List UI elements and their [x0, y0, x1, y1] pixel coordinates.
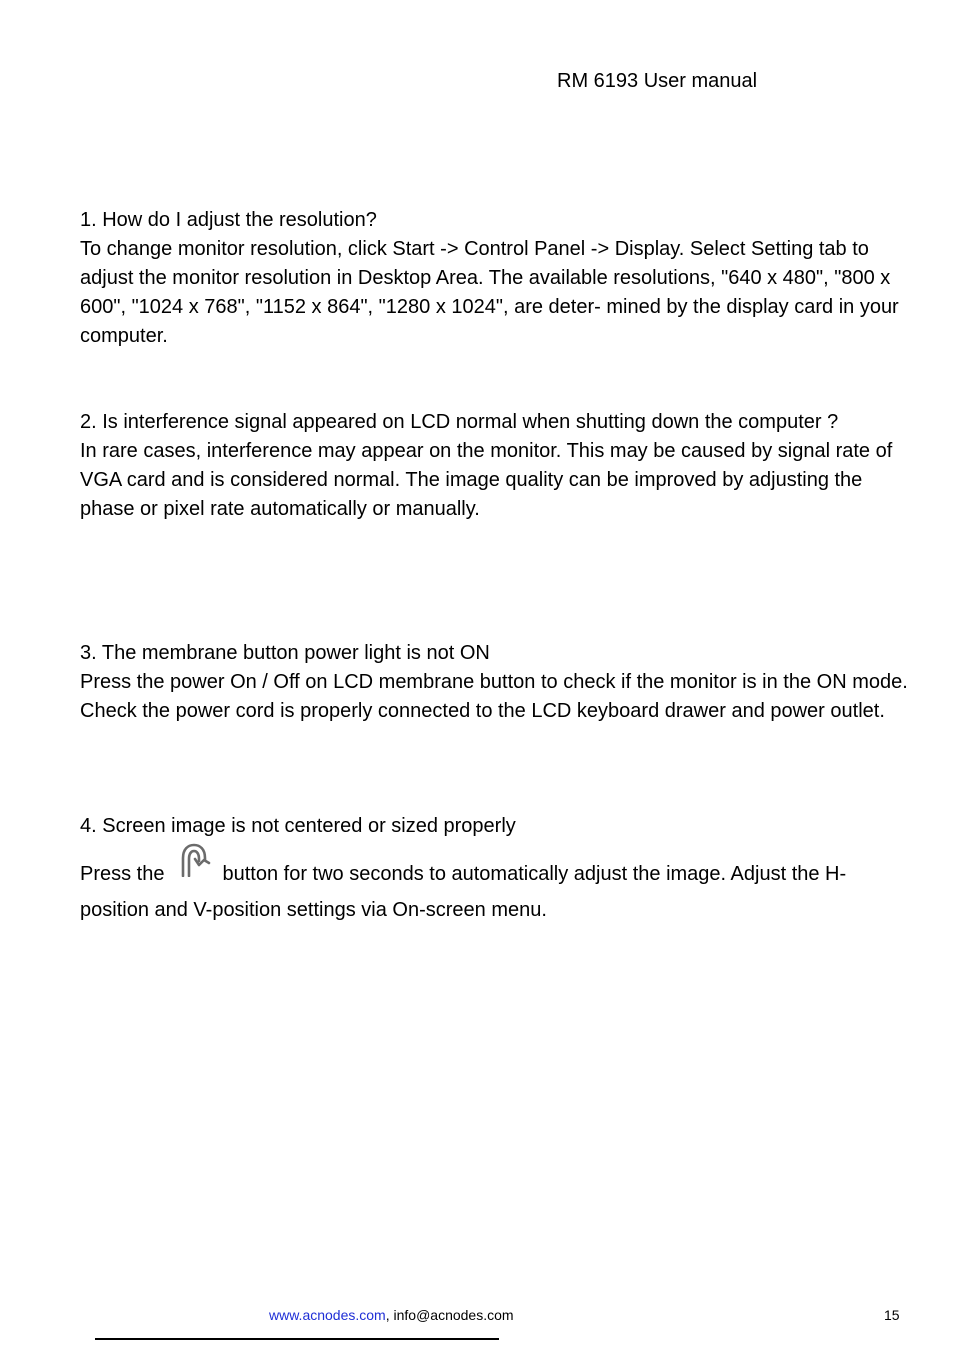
answer-text-before: Press the — [80, 863, 165, 885]
faq-item-screen-image — [80, 812, 910, 928]
faq-answer — [80, 843, 910, 928]
footer-divider — [95, 1338, 499, 1340]
manual-title: RM 6193 User manual — [557, 70, 758, 92]
page-number: 15 — [884, 1307, 900, 1323]
faq-question: 4. Screen image is not centered or sized properly — [80, 815, 516, 837]
answer-text-after: button for two seconds to automatically adjust the image. Adjust the H-position and V-position settings via On-screen menu. — [80, 863, 847, 921]
footer-separator: , — [385, 1307, 394, 1323]
faq-item-interference — [80, 408, 910, 524]
faq-answer: Press the power On / Off on LCD membrane button to check if the monitor is in the ON mode. Check the power cord is properly connected to the LCD keyboard drawer and power outlet. — [80, 671, 908, 722]
faq-answer: To change monitor resolution, click Start -> Control Panel -> Display. Select Setting tab to adjust the monitor resolution in Desktop Area. The available resolutions, "640 x 480", "800 x 600", "1024 x 768", "1152 x 864", "1280 x 1024", are deter- mined by the display card in your computer. — [80, 238, 899, 347]
faq-item-power-light — [80, 639, 910, 726]
faq-item-resolution — [80, 206, 910, 351]
faq-answer: In rare cases, interference may appear on the monitor. This may be caused by signal rate of VGA card and is considered normal. The image quality can be improved by adjusting the phase or pixel rate automatically or manually. — [80, 440, 893, 520]
footer-contact — [269, 1305, 514, 1325]
faq-question: 2. Is interference signal appeared on LCD normal when shutting down the computer ? — [80, 411, 839, 433]
auto-adjust-button-icon — [176, 843, 212, 877]
faq-question: 3. The membrane button power light is not ON — [80, 642, 490, 664]
email-address: info@acnodes.com — [393, 1307, 514, 1323]
website-link[interactable]: www.acnodes.com — [269, 1307, 386, 1323]
faq-question: 1. How do I adjust the resolution? — [80, 209, 377, 231]
